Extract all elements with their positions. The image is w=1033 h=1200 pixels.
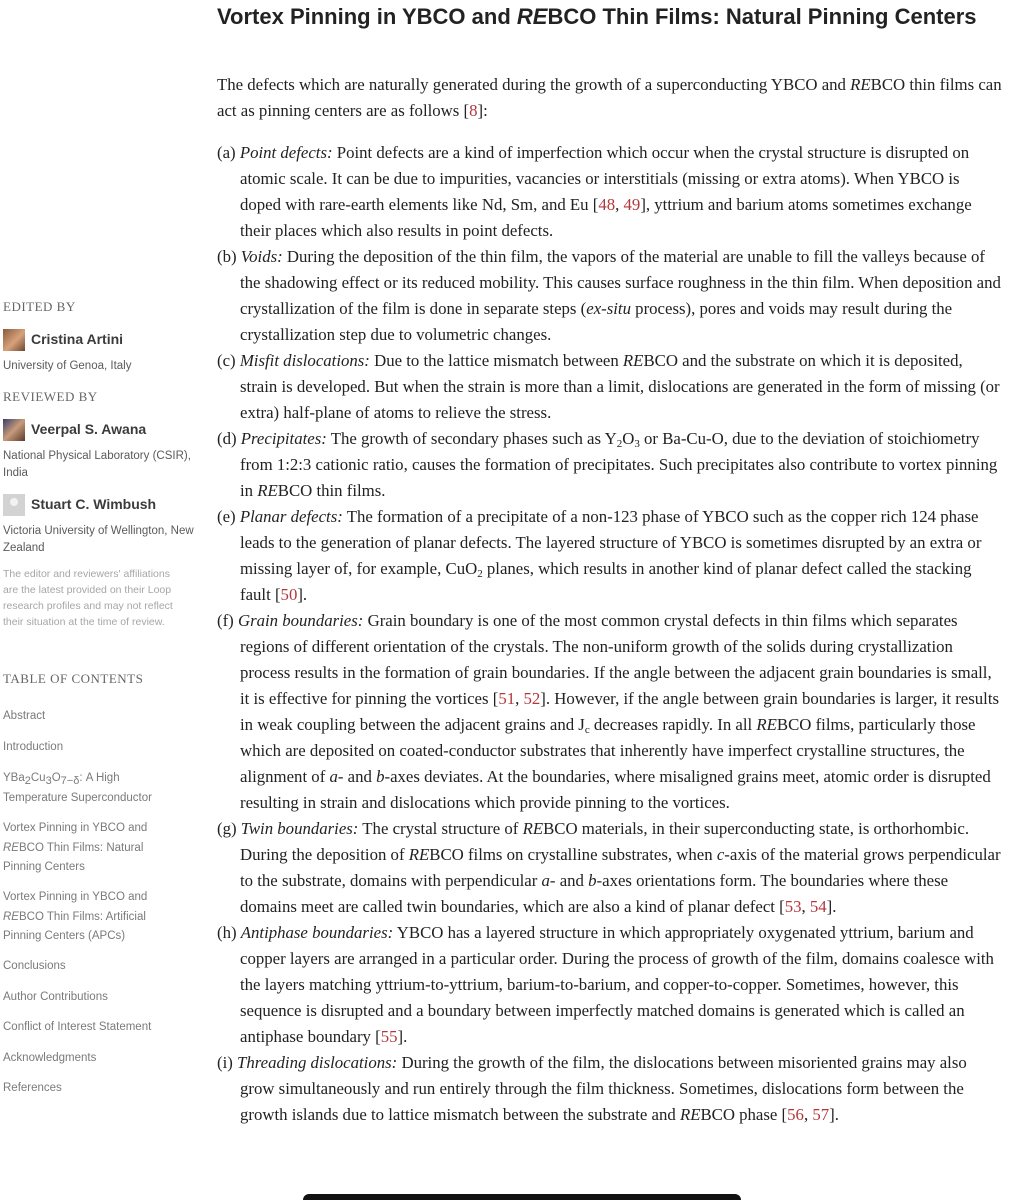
item-term: Grain boundaries: [237,611,364,630]
item-re: RE [679,1105,701,1124]
citation-link[interactable]: 55 [380,1027,398,1046]
item-text: YBCO has a layered structure in which appropriately oxygenated yttrium, barium and copper layers are arranged in a particular order. During the process of growth of the film, domains coalesce with the layers matching yttrium-to-yttrium, barium-to-barium, and copper-to-copper. Sometimes, however, this sequence is disrupted and a boundary between imperfectly matched domains is generated which is called an antiphase boundary [ [240,923,994,1046]
reviewer-name[interactable]: Veerpal S. Awana [31,421,147,437]
article-sidebar [3,0,203,1200]
intro-text: ]: [477,101,488,120]
toc-item-author-contributions[interactable]: Author Contributions [3,991,108,1003]
item-label: (i) [217,1053,238,1072]
item-re: RE [622,351,644,370]
item-text: During the deposition of the thin film, the vapors of the material are unable to fill the valleys because of the shadowing effect or its reduced mobility. This causes surface roughness in the thin film. When deposition and crystallization of the film is done in separate steps ( [240,247,1001,318]
item-text: , [803,1105,813,1124]
toc-item-ybco-superconductor[interactable] [3,769,173,808]
item-text: During the growth of the film, the dislocations between misoriented grains may also grow simultaneously and run entirely through the film thickness. Sometimes, dislocations form between the growth islands due to lattice mismatch between the substrate and [240,1053,967,1124]
avatar [3,419,25,441]
item-text: ]. [829,1105,839,1124]
toc-heading: TABLE OF CONTENTS [3,671,144,686]
citation-link[interactable]: 50 [280,585,298,604]
item-text: - and [549,871,589,890]
item-text: -axis of the material grows perpendicular to the substrate, domains with perpendicular [240,845,1001,890]
item-label: (g) [217,819,241,838]
reviewed-by-heading: REVIEWED BY [3,389,98,404]
item-text: planes, which results in another kind of planar defect called the stacking fault [ [240,559,972,604]
item-label: (a) [217,143,240,162]
floating-toolbar-edge[interactable] [303,1194,741,1200]
defect-list [217,140,1002,1128]
item-italic: b [376,767,385,786]
citation-link[interactable]: 48 [598,195,616,214]
item-sub: c [584,724,590,736]
list-item-precipitates [217,426,1002,504]
item-text: , [515,689,524,708]
item-text: The crystal structure of [358,819,523,838]
item-text: , [615,195,624,214]
list-item-twin-boundaries [217,816,1002,920]
item-text: O [622,429,635,448]
editor-name[interactable]: Cristina Artini [31,331,124,347]
item-text: or Ba-Cu-O, due to the deviation of stoichiometry from 1:2:3 cationic ratio, causes the formation of precipitates. Such precipitates also contribute to vortex pinning in [240,429,998,500]
reviewer-affiliation: Victoria University of Wellington, New Zealand [3,525,194,554]
toc-item-artificial-pinning[interactable] [3,888,173,947]
toc-sub: 3 [45,775,52,787]
item-text: ], yttrium and barium atoms sometimes exchange their places which also results in point defects. [240,195,972,240]
item-sub: 2 [477,568,483,580]
citation-link[interactable]: 52 [523,689,541,708]
reviewer-affiliation: National Physical Laboratory (CSIR), India [3,450,191,479]
toc-item-conclusions[interactable]: Conclusions [3,960,66,972]
citation-link[interactable]: 54 [809,897,827,916]
item-re: RE [257,481,278,500]
citation-link[interactable]: 53 [784,897,802,916]
item-label: (h) [217,923,241,942]
item-text: -axes deviates. At the boundaries, where misaligned grains meet, atomic order is disrupted resulting in strain and dislocations which provide pinning to the vortices. [240,767,991,812]
toc-item-natural-pinning[interactable] [3,819,173,878]
item-text: - and [337,767,377,786]
title-re: RE [516,4,548,29]
toc-item-abstract[interactable]: Abstract [3,710,46,722]
toc-item-introduction[interactable]: Introduction [3,741,64,753]
item-text: BCO and the substrate on which it is deposited, strain is developed. But when the strain is more than a limit, dislocations are generated in the form of missing (or extra) half-plane of atoms to relieve the stress. [240,351,1000,422]
item-term: Threading dislocations: [237,1053,398,1072]
citation-link[interactable]: 56 [787,1105,804,1124]
item-text: BCO phase [ [700,1105,788,1124]
toc-sub: 7−δ [60,775,80,787]
editor-affiliation: University of Genoa, Italy [3,360,132,372]
list-item-threading-dislocations [217,1050,1002,1128]
item-italic: c [716,845,725,864]
item-label: (d) [217,429,241,448]
toc-text: BCO Thin Films: Artificial Pinning Centers (APCs) [3,910,146,942]
item-term: Point defects: [239,143,333,162]
toc-item-acknowledgments[interactable]: Acknowledgments [3,1052,97,1064]
item-sub: 2 [616,438,623,450]
list-item-antiphase-boundaries [217,920,1002,1050]
title-text: BCO Thin Films: Natural Pinning Centers [547,4,977,29]
item-label: (e) [217,507,240,526]
toc-item-references[interactable]: References [3,1082,62,1094]
section-intro [217,72,1002,124]
item-term: Misfit dislocations: [239,351,370,370]
item-re: RE [522,819,544,838]
item-term: Voids: [240,247,283,266]
item-text: Grain boundary is one of the most common crystal defects in thin films which separates regions of different orientation of the crystals. The non-uniform growth of the solids during crystallization process results in the formation of grain boundaries. If the angle between the adjacent grain boundaries is small, it is effective for pinning the vortices [ [240,611,992,708]
item-text: decreases rapidly. In all [589,715,757,734]
toc-re: RE [3,910,19,923]
intro-text: BCO thin films can act as pinning centers are as follows [ [217,75,1002,120]
affiliation-disclaimer: The editor and reviewers' affiliations are the latest provided on their Loop research profiles and may not reflect their situation at the time of review. [3,568,173,628]
toc-re: RE [3,841,19,854]
item-text: The formation of a precipitate of a non-123 phase of YBCO such as the copper rich 124 phase leads to the generation of planar defects. The layered structure of YBCO is sometimes disrupted by an extra or missing layer of, for example, CuO [240,507,982,578]
toc-text: BCO Thin Films: Natural Pinning Centers [3,841,144,873]
item-text: The growth of secondary phases such as Y [326,429,617,448]
title-text: Vortex Pinning in YBCO and [217,4,517,29]
item-text: ]. However, if the angle between grain boundaries is larger, it results in weak coupling between the adjacent grains and J [240,689,1000,734]
toc-text: Vortex Pinning in YBCO and [3,822,148,834]
intro-re: RE [850,75,871,94]
list-item-misfit-dislocations [217,348,1002,426]
item-italic: a [329,767,338,786]
reviewer-name[interactable]: Stuart C. Wimbush [31,496,157,512]
item-italic: a [541,871,550,890]
item-term: Antiphase boundaries: [240,923,394,942]
item-label: (c) [217,351,240,370]
item-re: RE [408,845,430,864]
avatar [3,329,25,351]
toc-sub: 2 [24,775,31,787]
item-text: Point defects are a kind of imperfection which occur when the crystal structure is disrupted on atomic scale. It can be due to impurities, vacancies or interstitials (missing or extra atoms). When YBCO is doped with rare-earth elements like Nd, Sm, and Eu [ [240,143,970,214]
list-item-point-defects [217,140,1002,244]
toc-text: : A High Temperature Superconductor [3,772,152,804]
list-item-voids [217,244,1002,348]
edited-by-heading: EDITED BY [3,299,76,314]
toc-text: Cu [30,772,46,784]
item-text: BCO thin films. [277,481,386,500]
citation-link[interactable]: 49 [623,195,641,214]
toc-text: YBa [3,772,25,784]
item-text: -axes orientations form. The boundaries where these domains meet are called twin boundaries, which are also a kind of planar defect [ [240,871,949,916]
item-text: process), pores and voids may result during the crystallization step due to volumetric changes. [240,299,953,344]
item-text: BCO films, particularly those which are deposited on coated-conductor substrates that inherently have imperfect crystalline structures, the alignment of [240,715,976,786]
intro-text: The defects which are naturally generated during the growth of a superconducting YBCO and [217,75,851,94]
item-text: , [801,897,810,916]
item-text: ]. [297,585,308,604]
citation-link[interactable]: 57 [812,1105,830,1124]
item-text: ]. [826,897,837,916]
item-text: Due to the lattice mismatch between [369,351,623,370]
item-label: (b) [217,247,241,266]
citation-link[interactable]: 8 [469,101,478,120]
section-title [217,4,997,30]
item-term: Twin boundaries: [240,819,359,838]
item-term: Planar defects: [239,507,343,526]
citation-link[interactable]: 51 [498,689,516,708]
toc-text: Vortex Pinning in YBCO and [3,891,148,903]
item-text: BCO films on crystalline substrates, when [429,845,717,864]
item-term: Precipitates: [240,429,327,448]
item-sub: 3 [634,438,640,450]
avatar-placeholder-icon [3,494,25,516]
item-label: (f) [217,611,238,630]
item-italic: b [588,871,597,890]
toc-text: O [51,772,61,784]
item-text: ]. [397,1027,408,1046]
list-item-grain-boundaries [217,608,1002,816]
list-item-planar-defects [217,504,1002,608]
toc-item-conflict-of-interest[interactable]: Conflict of Interest Statement [3,1021,152,1033]
item-re: RE [756,715,777,734]
item-text: BCO materials, in their superconducting state, is orthorhombic. During the deposition of [240,819,970,864]
item-italic: ex-situ [586,299,631,318]
